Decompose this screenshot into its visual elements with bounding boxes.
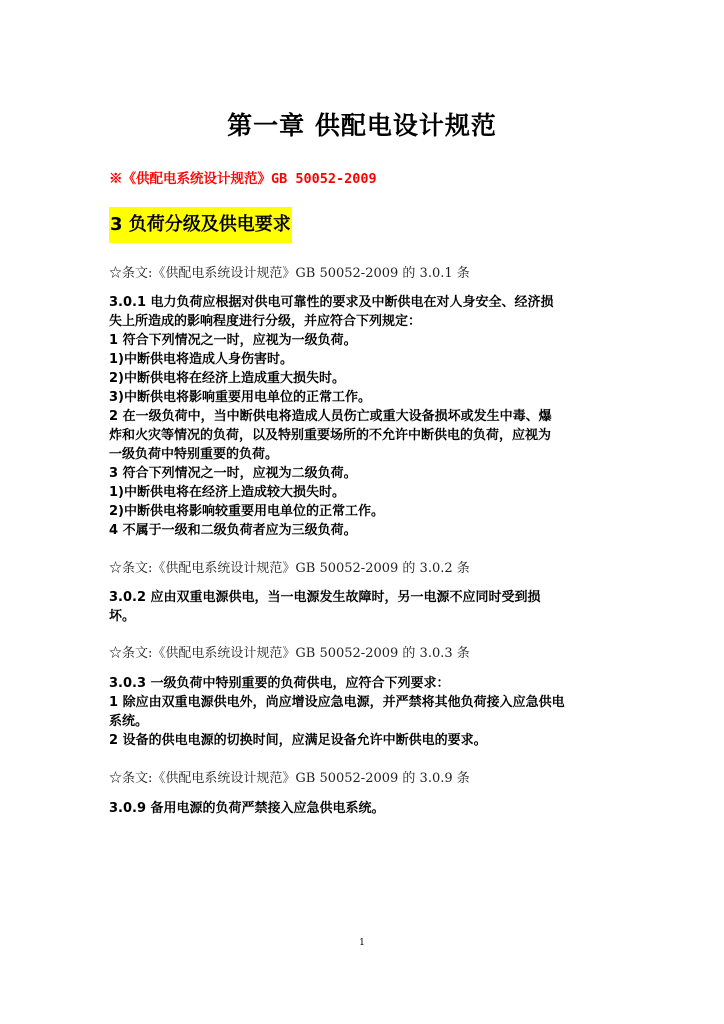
- clause-body: [109, 588, 619, 626]
- clause-line: 2 在一级负荷中，当中断供电将造成人员伤亡或重大设备损坏或发生中毒、爆: [109, 409, 552, 424]
- clause-line: 1)中断供电将造成人身伤害时。: [109, 352, 293, 367]
- clause-line: 1 除应由双重电源供电外，尚应增设应急电源，并严禁将其他负荷接入应急供电: [109, 695, 565, 710]
- clause-reference: ☆条文:《供配电系统设计规范》GB 50052-2009 的 3.0.2 条: [109, 561, 470, 576]
- clause-line: 2)中断供电将在经济上造成重大损失时。: [109, 371, 345, 386]
- clause-line: 失上所造成的影响程度进行分级，并应符合下列规定：: [109, 314, 422, 329]
- chapter-title: 第一章 供配电设计规范: [227, 111, 497, 140]
- clause-line: 坏。: [109, 609, 136, 624]
- clause-line: 系统。: [109, 714, 149, 729]
- clause-line: 3.0.3 一级负荷中特别重要的负荷供电，应符合下列要求：: [109, 676, 450, 691]
- standard-reference: ※《供配电系统设计规范》GB 50052-2009: [109, 171, 377, 187]
- clause-line: 3.0.9 备用电源的负荷严禁接入应急供电系统。: [109, 801, 385, 816]
- clause-line: 3)中断供电将影响重要用电单位的正常工作。: [109, 390, 371, 405]
- clause-line: 1)中断供电将在经济上造成较大损失时。: [109, 485, 345, 500]
- page-number: 1: [359, 938, 365, 948]
- clause-line: 3.0.2 应由双重电源供电，当一电源发生故障时，另一电源不应同时受到损: [109, 590, 541, 605]
- clause-body: [109, 799, 619, 818]
- clause-line: 炸和火灾等情况的负荷，以及特别重要场所的不允许中断供电的负荷，应视为: [109, 428, 552, 443]
- clause-body: [109, 674, 619, 750]
- clause-line: 3 符合下列情况之一时，应视为二级负荷。: [109, 466, 357, 481]
- clause-line: 1 符合下列情况之一时，应视为一级负荷。: [109, 333, 357, 348]
- clause-line: 2 设备的供电电源的切换时间，应满足设备允许中断供电的要求。: [109, 733, 487, 748]
- clause-reference: ☆条文:《供配电系统设计规范》GB 50052-2009 的 3.0.3 条: [109, 646, 470, 661]
- clause-reference: ☆条文:《供配电系统设计规范》GB 50052-2009 的 3.0.1 条: [109, 266, 470, 281]
- section-heading: 3 负荷分级及供电要求: [109, 207, 292, 243]
- clause-line: 4 不属于一级和二级负荷者应为三级负荷。: [109, 523, 357, 538]
- clause-body: [109, 293, 619, 540]
- clause-line: 2)中断供电将影响较重要用电单位的正常工作。: [109, 504, 384, 519]
- clause-line: 3.0.1 电力负荷应根据对供电可靠性的要求及中断供电在对人身安全、经济损: [109, 295, 554, 310]
- clause-reference: ☆条文:《供配电系统设计规范》GB 50052-2009 的 3.0.9 条: [109, 771, 470, 786]
- clause-line: 一级负荷中特别重要的负荷。: [109, 447, 279, 462]
